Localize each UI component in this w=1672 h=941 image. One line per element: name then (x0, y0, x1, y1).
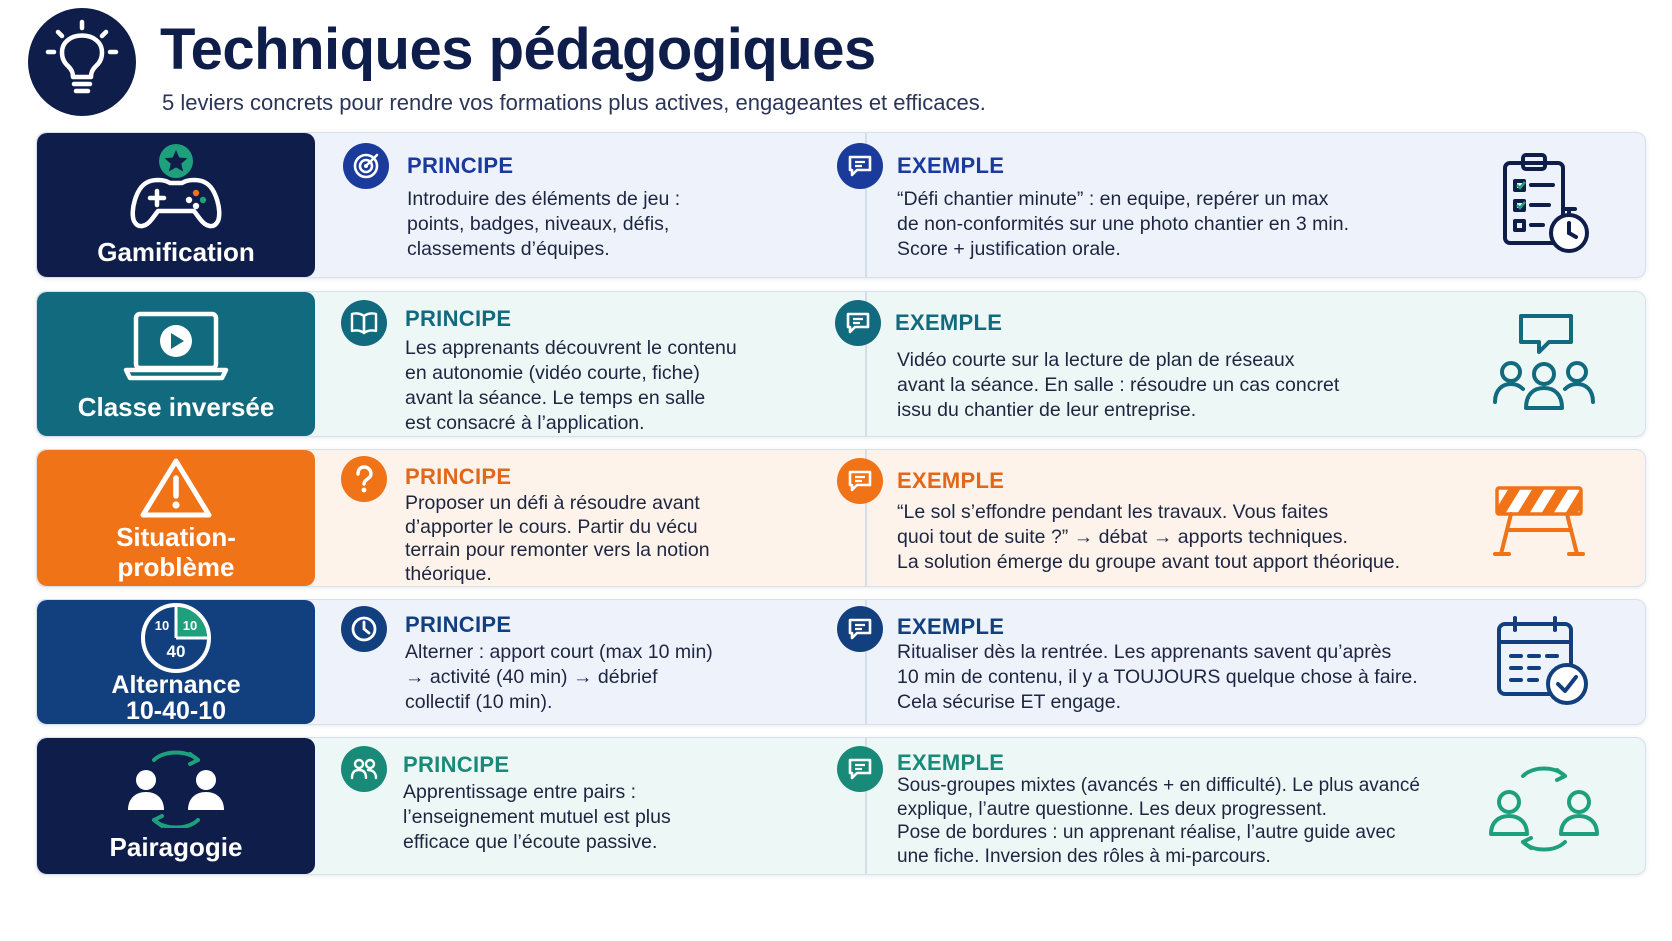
principle-panel (315, 738, 865, 874)
laptop-play-icon (37, 308, 315, 384)
technique-name: Alternance 10-40-10 (111, 671, 241, 725)
peer-exchange-icon (37, 746, 315, 828)
segment-label: 10 (154, 618, 170, 633)
segment-label: 10 (182, 618, 198, 633)
principle-panel (315, 600, 865, 724)
example-text: “Le sol s’effondre pendant les travaux. Vous faites quoi tout de suite ?” → débat → apports techniques. La solution émerge du groupe avant tout apport théorique. (897, 501, 1401, 573)
example-text: “Défi chantier minute” : en equipe, repérer un max de non-conformités sur une photo chantier en 3 min. Score + justification orale. (897, 188, 1350, 260)
principle-heading: PRINCIPE (403, 752, 510, 777)
example-heading: EXEMPLE (897, 468, 1005, 493)
principle-text: Apprentissage entre pairs : l’enseignement mutuel est plus efficace que l’écoute passive. (403, 781, 671, 853)
target-icon (343, 143, 389, 189)
principle-panel (315, 133, 865, 277)
segment-label: 40 (166, 642, 186, 661)
chat-bubble-icon (837, 143, 883, 189)
question-mark-icon (341, 456, 387, 502)
principle-heading: PRINCIPE (407, 153, 514, 178)
example-panel (867, 600, 1646, 724)
checklist-stopwatch-icon (1499, 149, 1595, 264)
technique-name: Gamification (97, 237, 255, 267)
technique-name: Situation- problème (116, 522, 236, 582)
chat-bubble-icon (837, 606, 883, 652)
technique-row-situation-probleme (36, 449, 1646, 587)
example-heading: EXEMPLE (897, 153, 1005, 178)
example-heading: EXEMPLE (897, 750, 1005, 775)
technique-badge (37, 450, 315, 586)
technique-row-gamification (36, 132, 1646, 278)
example-heading: EXEMPLE (897, 614, 1005, 639)
group-discussion-icon (1489, 310, 1599, 419)
principle-heading: PRINCIPE (405, 464, 512, 489)
technique-row-classe-inversee (36, 291, 1646, 437)
example-heading: EXEMPLE (895, 310, 1003, 335)
technique-row-alternance (36, 599, 1646, 725)
peer-cycle-icon (1485, 760, 1603, 863)
chat-bubble-icon (837, 746, 883, 792)
example-panel (867, 738, 1646, 874)
principle-heading: PRINCIPE (405, 306, 512, 331)
technique-badge (37, 600, 315, 724)
clock-segments-icon (37, 602, 315, 674)
chat-bubble-icon (837, 458, 883, 504)
lightbulb-icon (28, 8, 136, 116)
principle-text: Alterner : apport court (max 10 min) → activité (40 min) → débrief collectif (10 min). (405, 641, 713, 713)
example-panel (867, 450, 1646, 586)
people-icon (341, 746, 387, 792)
open-book-icon (341, 300, 387, 346)
page-title: Techniques pédagogiques (160, 17, 876, 82)
road-barrier-icon (1493, 484, 1585, 565)
example-panel (867, 133, 1646, 277)
technique-badge (37, 292, 315, 436)
warning-triangle-icon (37, 456, 315, 520)
gamepad-star-icon (37, 143, 315, 231)
technique-name: Classe inversée (77, 392, 275, 422)
example-text: Ritualiser dès la rentrée. Les apprenants savent qu’après 10 min de contenu, il y a TOUJOURS quelque chose à faire. Cela sécurise ET engage. (897, 641, 1418, 713)
page-subtitle: 5 leviers concrets pour rendre vos formations plus actives, engageantes et efficaces. (162, 90, 986, 115)
principle-text: Proposer un défi à résoudre avant d’apporter le cours. Partir du vécu terrain pour remonter vers la notion théorique. (405, 492, 710, 585)
technique-badge (37, 133, 315, 277)
technique-row-pairagogie (36, 737, 1646, 875)
principle-text: Les apprenants découvrent le contenu en autonomie (vidéo courte, fiche) avant la séance. Le temps en salle est consacré à l’application. (405, 337, 737, 434)
clock-icon (341, 606, 387, 652)
technique-name: Pairagogie (109, 832, 243, 862)
technique-badge (37, 738, 315, 874)
example-text: Vidéo courte sur la lecture de plan de réseaux avant la séance. En salle : résoudre un cas concret issu du chantier de leur entreprise. (897, 349, 1340, 421)
calendar-check-icon (1495, 614, 1591, 713)
principle-panel (315, 292, 865, 436)
principle-heading: PRINCIPE (405, 612, 512, 637)
example-text: Sous-groupes mixtes (avancés + en difficulté). Le plus avancé explique, l’autre questionne. Les deux progressent. Pose de bordures : un apprenant réalise, l’autre guide avec une fiche. Inversion des rôles à mi-parcours. (897, 775, 1420, 867)
principle-text: Introduire des éléments de jeu : points, badges, niveaux, défis, classements d’équipes. (407, 188, 681, 260)
example-panel (867, 292, 1646, 436)
principle-panel (315, 450, 865, 586)
header (28, 8, 1648, 120)
chat-bubble-icon (835, 300, 881, 346)
